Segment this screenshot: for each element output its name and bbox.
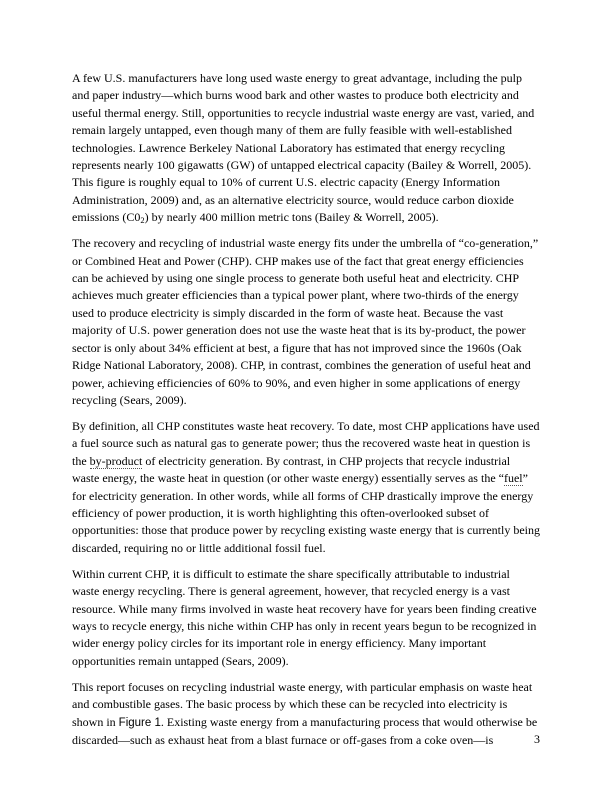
paragraph-5 — [72, 679, 540, 750]
paragraph-4: Within current CHP, it is difficult to estimate the share specifically attributable to industrial waste energy recycling. There is general agreement, however, that recycled energy is a vast resource. While many firms involved in waste heat recovery have for years been finding creative ways to recycle energy, this niche within CHP has only in recent years begun to be recognized in wider energy policy circles for its important role in energy efficiency. Many important opportunities remain untapped (Sears, 2009). — [72, 566, 537, 668]
body-text — [72, 70, 540, 758]
paragraph-3 — [72, 418, 540, 557]
figure-1-reference: Figure 1 — [118, 716, 161, 729]
paragraph-3-text: By definition, all CHP constitutes waste heat recovery. To date, most CHP applications have used a fuel source such as natural gas to generate power; thus the recovered waste heat in question is the — [72, 418, 540, 468]
paragraph-1 — [72, 70, 540, 227]
by-product-term: by-product — [89, 453, 143, 468]
paragraph-5-text: This report focuses on recycling industrial waste energy, with particular emphasis on waste heat and combustible gases. The basic process by which these can be recycled into electricity is shown in — [72, 679, 533, 729]
paragraph-3-text-mid: of electricity generation. By contrast, in CHP projects that recycle industrial waste energy, the waste heat in question (or other waste energy) essentially serves as the “ — [72, 453, 511, 486]
paragraph-5-text-end: . Existing waste energy from a manufacturing process that would otherwise be discarded—such as exhaust heat from a blast furnace or off-gases from a coke oven—is — [72, 714, 538, 747]
paragraph-2: The recovery and recycling of industrial waste energy fits under the umbrella of “co-generation,” or Combined Heat and Power (CHP). CHP makes use of the fact that great energy efficiencies can be achieved by using one single process to generate both useful heat and electricity. CHP achieves much greater efficiencies than a typical power plant, where two-thirds of the energy used to produce electricity is simply discarded in the form of waste heat. Because the vast majority of U.S. power generation does not use the waste heat that is its by-product, the power sector is only about 34% efficient at best, a figure that has not improved since the 1960s (Oak Ridge National Laboratory, 2008). CHP, in contrast, combines the generation of useful heat and power, achieving efficiencies of 60% to 90%, and even higher in some applications of energy recycling (Sears, 2009). — [72, 236, 539, 407]
page-number: 3 — [534, 732, 540, 746]
paragraph-1-text: A few U.S. manufacturers have long used waste energy to great advantage, including the pulp and paper industry—which burns wood bark and other wastes to produce both electricity and useful thermal energy. Still, opportunities to recycle industrial waste energy are vast, varied, and remain largely untapped, even though many of them are fully feasible with well-established technologies. Lawrence Berkeley National Laboratory has estimated that energy recycling represents nearly 100 gigawatts (GW) of untapped electrical capacity (Bailey & Worrell, 2005). This figure is roughly equal to 10% of current U.S. electric capacity (Energy Information Administration, 2009) and, as an alternative electricity source, would reduce carbon dioxide emissions (C0 — [72, 71, 535, 225]
paragraph-3-text-end: ” for electricity generation. In other words, while all forms of CHP drastically improve the energy efficiency of power production, it is worth highlighting this often-overlooked subset of opportunities: those that produce power by recycling existing waste energy that is currently being discarded, requiring no or little additional fossil fuel. — [72, 471, 540, 555]
paragraph-1-text-end: ) by nearly 400 million metric tons (Bailey & Worrell, 2005). — [144, 210, 439, 225]
fuel-term: fuel — [503, 471, 523, 486]
co2-subscript: 2 — [140, 215, 145, 226]
